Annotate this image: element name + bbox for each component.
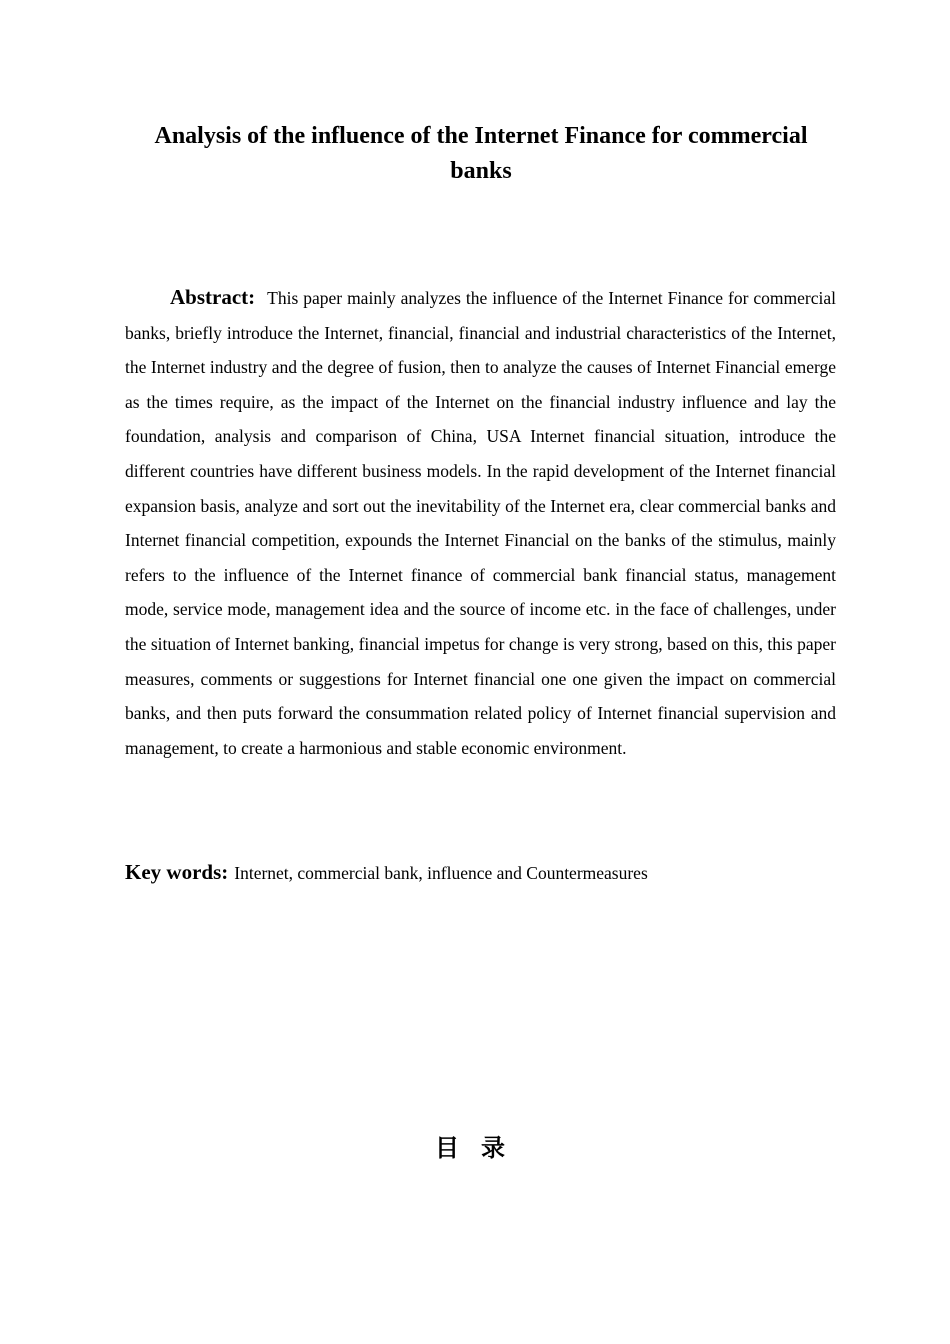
paper-title: Analysis of the influence of the Internet Finance for commercial banks: [154, 123, 808, 184]
table-of-contents-heading: 目录: [435, 1134, 527, 1162]
keywords-label: Key words:: [125, 860, 229, 884]
keywords-paragraph: [125, 855, 836, 890]
abstract-label: Abstract:: [170, 285, 256, 309]
abstract-paragraph: [125, 280, 836, 765]
abstract-text: This paper mainly analyzes the influence of the Internet Finance for commercial banks, briefly introduce the Internet, financial, financial and industrial characteristics of the Internet, the Internet industry and the degree of fusion, then to analyze the causes of Internet Financial emerge as the times require, as the impact of the Internet on the financial industry influence and lay the foundation, analysis and comparison of China, USA Internet financial situation, introduce the different countries have different business models. In the rapid development of the Internet financial expansion basis, analyze and sort out the inevitability of the Internet era, clear commercial banks and Internet financial competition, expounds the Internet Financial on the banks of the stimulus, mainly refers to the influence of the Internet finance of commercial bank financial status, management mode, service mode, management idea and the source of income etc. in the face of challenges, under the situation of Internet banking, financial impetus for change is very strong, based on this, this paper measures, comments or suggestions for Internet financial one one given the impact on commercial banks, and then puts forward the consummation related policy of Internet financial supervision and management, to create a harmonious and stable economic environment.: [125, 288, 836, 758]
keywords-text: Internet, commercial bank, influence and Countermeasures: [234, 863, 648, 883]
